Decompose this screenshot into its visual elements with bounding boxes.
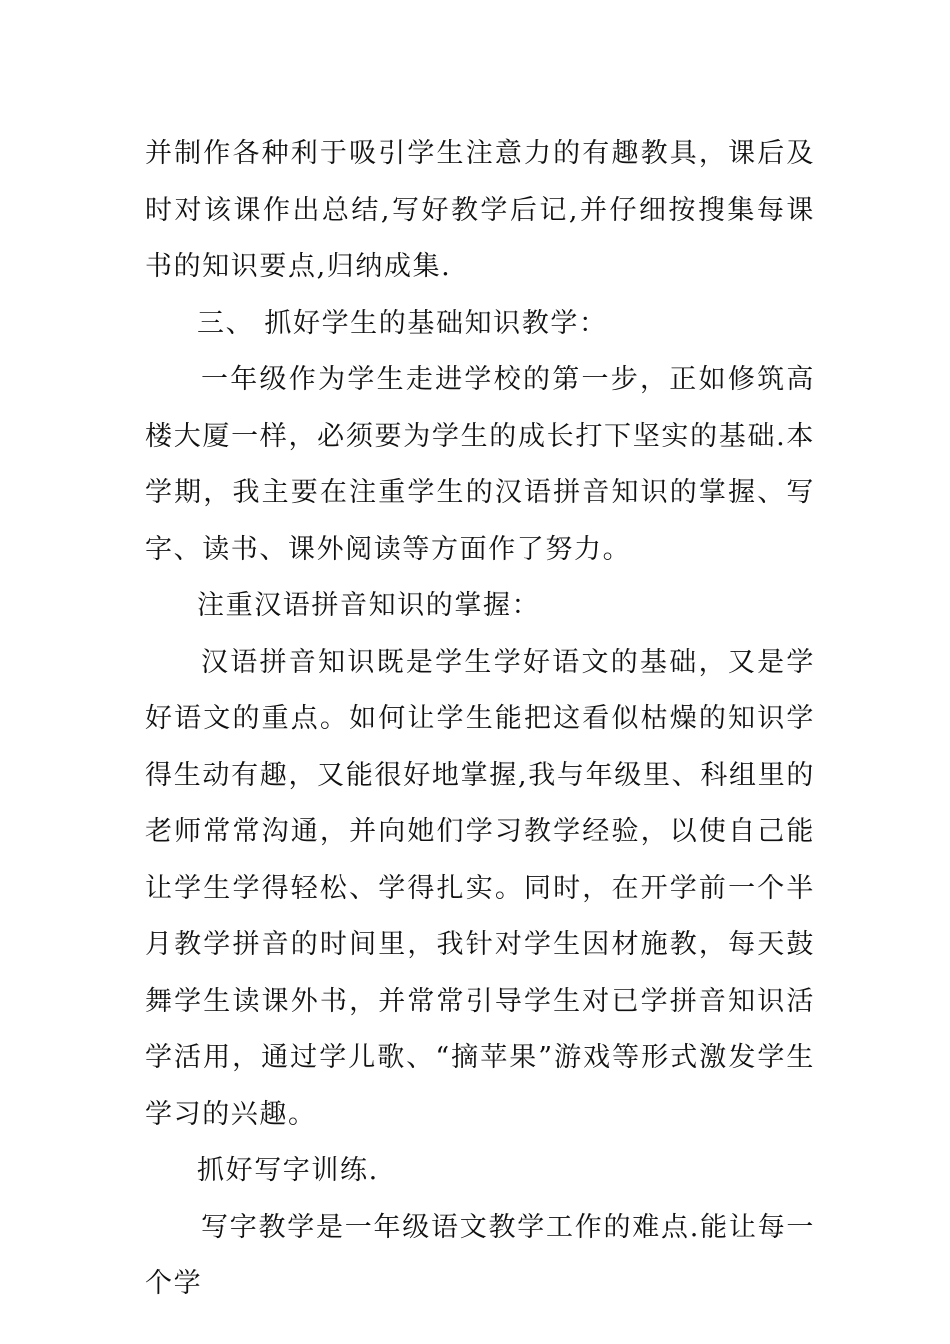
subheading-pinyin: 注重汉语拼音知识的掌握： [197,590,541,621]
document-body [145,126,815,1313]
section-heading-basic-knowledge: 三、 抓好学生的基础知识教学： [197,307,608,339]
paragraph-pinyin-teaching: 汉语拼音知识既是学生学好语文的基础，又是学好语文的重点。如何让学生能把这看似枯燥的知识学得生动有趣，又能很好地掌握,我与年级里、科组里的老师常常沟通，并向她们学习教学经验，以使自己能让学生学得轻松、学得扎实。同时，在开学前一个半月教学拼音的时间里，我针对学生因材施教，每天鼓舞学生读课外书，并常常引导学生对已学拼音知识活学活用，通过学儿歌、“摘苹果”游戏等形式激发学生学习的兴趣。 [145,646,815,1130]
paragraph-continued: 并制作各种利于吸引学生注意力的有趣教具，课后及时对该课作出总结,写好教学后记,并仔细按搜集每课书的知识要点,归纳成集. [145,138,815,282]
paragraph-first-grade-foundation: 一年级作为学生走进学校的第一步，正如修筑高楼大厦一样，必须要为学生的成长打下坚实的基础.本学期，我主要在注重学生的汉语拼音知识的掌握、写字、读书、课外阅读等方面作了努力。 [145,364,815,565]
subheading-writing-training: 抓好写字训练. [197,1155,379,1186]
paragraph-writing-teaching: 写字教学是一年级语文教学工作的难点.能让每一个学 [145,1211,815,1299]
